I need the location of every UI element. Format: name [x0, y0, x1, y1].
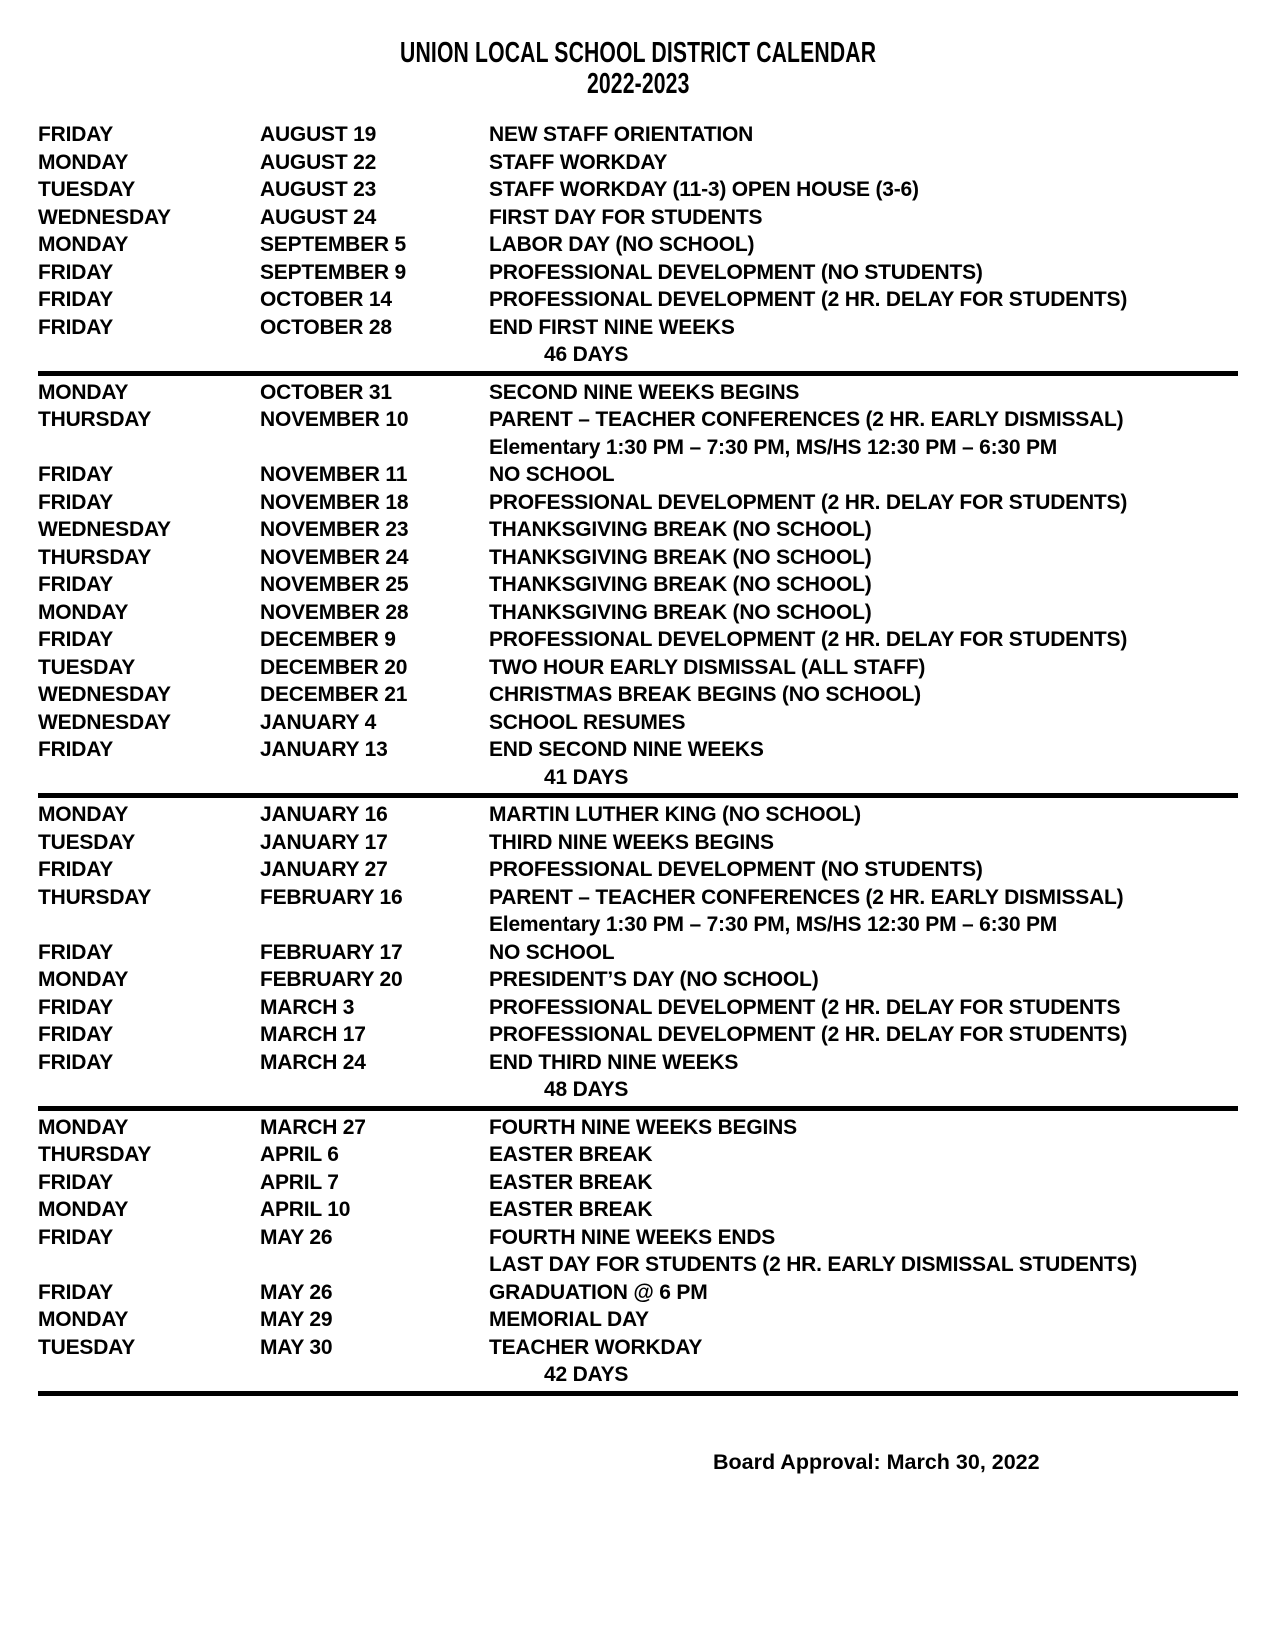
- date-cell: AUGUST 22: [260, 150, 377, 174]
- day-cell: FRIDAY: [38, 995, 114, 1019]
- day-cell: MONDAY: [38, 1115, 129, 1139]
- event-cell: THANKSGIVING BREAK (NO SCHOOL): [489, 573, 872, 596]
- event-cell: NEW STAFF ORIENTATION: [489, 123, 754, 146]
- document-header: [38, 0, 1238, 100]
- calendar-row: [38, 1279, 1238, 1307]
- calendar-row: [38, 626, 1238, 654]
- calendar-row: [38, 286, 1238, 314]
- calendar-row: [38, 231, 1238, 259]
- date-cell: NOVEMBER 25: [260, 573, 409, 596]
- day-cell: TUESDAY: [38, 830, 136, 854]
- section-divider: [38, 1106, 1238, 1111]
- event-cell: GRADUATION @ 6 PM: [489, 1280, 708, 1304]
- day-cell: [38, 1251, 260, 1279]
- day-cell: TUESDAY: [38, 1335, 136, 1359]
- date-cell: DECEMBER 20: [260, 655, 408, 679]
- calendar-row: [38, 149, 1238, 177]
- date-cell: [260, 434, 489, 462]
- period-total-row: [38, 1076, 1238, 1104]
- day-cell: MONDAY: [38, 968, 129, 991]
- date-cell: NOVEMBER 23: [260, 518, 409, 541]
- calendar-row: [38, 461, 1238, 489]
- date-cell: DECEMBER 21: [260, 683, 408, 706]
- date-cell: MAY 26: [260, 1225, 333, 1249]
- event-cell: SECOND NINE WEEKS BEGINS: [489, 380, 800, 404]
- page-title-text: UNION LOCAL SCHOOL DISTRICT CALENDAR: [399, 37, 877, 69]
- section-divider: [38, 793, 1238, 798]
- day-cell: WEDNESDAY: [38, 205, 171, 229]
- day-cell: FRIDAY: [38, 940, 114, 964]
- event-cell: NO SCHOOL: [489, 463, 615, 486]
- day-cell: MONDAY: [38, 1308, 129, 1331]
- date-cell: APRIL 6: [260, 1143, 339, 1166]
- date-cell: JANUARY 4: [260, 710, 377, 734]
- day-cell: THURSDAY: [38, 545, 152, 569]
- calendar-row: [38, 1049, 1238, 1077]
- date-cell: NOVEMBER 28: [260, 600, 409, 624]
- day-cell: [38, 911, 260, 939]
- event-cell: EASTER BREAK: [489, 1143, 653, 1166]
- date-cell: MAY 29: [260, 1308, 333, 1331]
- date-cell: NOVEMBER 10: [260, 408, 409, 431]
- calendar-row: [38, 1114, 1238, 1142]
- event-cell: END THIRD NINE WEEKS: [489, 1050, 739, 1074]
- calendar-row: [38, 736, 1238, 764]
- date-cell: FEBRUARY 20: [260, 968, 403, 991]
- period-total: 42 DAYS: [544, 1363, 629, 1386]
- date-cell: MARCH 17: [260, 1023, 366, 1046]
- event-cell: LAST DAY FOR STUDENTS (2 HR. EARLY DISMISSAL STUDENTS): [489, 1253, 1138, 1276]
- day-cell: FRIDAY: [38, 628, 114, 651]
- period-total: 48 DAYS: [544, 1078, 629, 1101]
- calendar-row: [38, 1251, 1238, 1279]
- event-cell: FOURTH NINE WEEKS BEGINS: [489, 1115, 797, 1139]
- date-cell: APRIL 10: [260, 1198, 351, 1221]
- calendar-row: [38, 856, 1238, 884]
- date-cell: JANUARY 13: [260, 738, 388, 761]
- day-cell: FRIDAY: [38, 1023, 114, 1046]
- day-cell: FRIDAY: [38, 288, 114, 311]
- day-cell: WEDNESDAY: [38, 683, 171, 706]
- page-title: [38, 38, 1238, 69]
- event-cell: LABOR DAY (NO SCHOOL): [489, 233, 755, 256]
- calendar-row: [38, 829, 1238, 857]
- calendar-row: [38, 994, 1238, 1022]
- event-cell: END FIRST NINE WEEKS: [489, 315, 735, 339]
- period-total-row: [38, 341, 1238, 369]
- date-cell: NOVEMBER 18: [260, 490, 409, 514]
- calendar-row: [38, 884, 1238, 912]
- calendar-row: [38, 966, 1238, 994]
- calendar-row: [38, 1224, 1238, 1252]
- date-cell: FEBRUARY 17: [260, 940, 403, 964]
- day-cell: WEDNESDAY: [38, 518, 171, 541]
- section-divider: [38, 371, 1238, 376]
- event-cell: THANKSGIVING BREAK (NO SCHOOL): [489, 518, 872, 541]
- date-cell: MAY 30: [260, 1335, 333, 1359]
- calendar-row: [38, 204, 1238, 232]
- calendar-row: [38, 1306, 1238, 1334]
- calendar-row: [38, 939, 1238, 967]
- event-cell: Elementary 1:30 PM – 7:30 PM, MS/HS 12:30 PM – 6:30 PM: [489, 435, 1058, 459]
- date-cell: OCTOBER 31: [260, 380, 392, 404]
- date-cell: DECEMBER 9: [260, 628, 396, 651]
- calendar-row: [38, 406, 1238, 434]
- event-cell: EASTER BREAK: [489, 1198, 653, 1221]
- calendar-row: [38, 1196, 1238, 1224]
- calendar-row: [38, 259, 1238, 287]
- day-cell: THURSDAY: [38, 885, 152, 909]
- event-cell: PARENT – TEACHER CONFERENCES (2 HR. EARLY DISMISSAL): [489, 885, 1124, 909]
- day-cell: MONDAY: [38, 803, 129, 826]
- event-cell: PROFESSIONAL DEVELOPMENT (2 HR. DELAY FOR STUDENTS: [489, 995, 1121, 1019]
- event-cell: EASTER BREAK: [489, 1170, 653, 1194]
- date-cell: AUGUST 23: [260, 178, 377, 201]
- calendar-row: [38, 434, 1238, 462]
- calendar-row: [38, 1334, 1238, 1362]
- date-cell: OCTOBER 28: [260, 315, 392, 339]
- event-cell: PRESIDENT’S DAY (NO SCHOOL): [489, 968, 819, 991]
- day-cell: TUESDAY: [38, 178, 136, 201]
- day-cell: WEDNESDAY: [38, 710, 171, 734]
- day-cell: THURSDAY: [38, 1143, 152, 1166]
- school-year-text: 2022-2023: [586, 68, 690, 100]
- date-cell: MARCH 3: [260, 995, 355, 1019]
- event-cell: TWO HOUR EARLY DISMISSAL (ALL STAFF): [489, 655, 926, 679]
- event-cell: STAFF WORKDAY (11-3) OPEN HOUSE (3-6): [489, 178, 919, 201]
- day-cell: FRIDAY: [38, 463, 114, 486]
- date-cell: NOVEMBER 24: [260, 545, 409, 569]
- calendar-row: [38, 544, 1238, 572]
- day-cell: MONDAY: [38, 233, 129, 256]
- calendar-table: [38, 121, 1238, 1396]
- calendar-row: [38, 681, 1238, 709]
- event-cell: STAFF WORKDAY: [489, 150, 668, 174]
- event-cell: MARTIN LUTHER KING (NO SCHOOL): [489, 803, 861, 826]
- calendar-row: [38, 1169, 1238, 1197]
- date-cell: JANUARY 16: [260, 803, 388, 826]
- event-cell: NO SCHOOL: [489, 940, 615, 964]
- day-cell: TUESDAY: [38, 655, 136, 679]
- event-cell: PROFESSIONAL DEVELOPMENT (2 HR. DELAY FOR STUDENTS): [489, 628, 1128, 651]
- event-cell: FIRST DAY FOR STUDENTS: [489, 205, 763, 229]
- calendar-row: [38, 176, 1238, 204]
- day-cell: FRIDAY: [38, 738, 114, 761]
- calendar-row: [38, 1141, 1238, 1169]
- date-cell: AUGUST 24: [260, 205, 377, 229]
- calendar-row: [38, 516, 1238, 544]
- date-cell: JANUARY 17: [260, 830, 388, 854]
- date-cell: FEBRUARY 16: [260, 885, 403, 909]
- date-cell: SEPTEMBER 9: [260, 260, 406, 284]
- date-cell: SEPTEMBER 5: [260, 233, 406, 256]
- calendar-row: [38, 654, 1238, 682]
- date-cell: AUGUST 19: [260, 123, 377, 146]
- calendar-row: [38, 121, 1238, 149]
- date-cell: MARCH 27: [260, 1115, 366, 1139]
- day-cell: MONDAY: [38, 380, 129, 404]
- date-cell: APRIL 7: [260, 1170, 339, 1194]
- event-cell: Elementary 1:30 PM – 7:30 PM, MS/HS 12:30 PM – 6:30 PM: [489, 913, 1058, 936]
- day-cell: MONDAY: [38, 600, 129, 624]
- board-approval: Board Approval: March 30, 2022: [713, 1449, 1040, 1474]
- event-cell: FOURTH NINE WEEKS ENDS: [489, 1225, 776, 1249]
- day-cell: THURSDAY: [38, 408, 152, 431]
- event-cell: THANKSGIVING BREAK (NO SCHOOL): [489, 600, 872, 624]
- event-cell: PROFESSIONAL DEVELOPMENT (2 HR. DELAY FOR STUDENTS): [489, 1023, 1128, 1046]
- school-year: [38, 69, 1238, 100]
- day-cell: FRIDAY: [38, 260, 114, 284]
- day-cell: FRIDAY: [38, 490, 114, 514]
- event-cell: THANKSGIVING BREAK (NO SCHOOL): [489, 545, 872, 569]
- day-cell: FRIDAY: [38, 1280, 114, 1304]
- event-cell: THIRD NINE WEEKS BEGINS: [489, 830, 774, 854]
- day-cell: FRIDAY: [38, 858, 114, 881]
- period-total: 46 DAYS: [544, 343, 629, 366]
- day-cell: FRIDAY: [38, 1170, 114, 1194]
- day-cell: [38, 434, 260, 462]
- event-cell: PROFESSIONAL DEVELOPMENT (NO STUDENTS): [489, 260, 983, 284]
- date-cell: MARCH 24: [260, 1050, 366, 1074]
- event-cell: PROFESSIONAL DEVELOPMENT (NO STUDENTS): [489, 858, 983, 881]
- day-cell: FRIDAY: [38, 1225, 114, 1249]
- calendar-row: [38, 314, 1238, 342]
- date-cell: NOVEMBER 11: [260, 463, 408, 486]
- calendar-row: [38, 599, 1238, 627]
- day-cell: FRIDAY: [38, 1050, 114, 1074]
- period-total-row: [38, 764, 1238, 792]
- calendar-row: [38, 571, 1238, 599]
- day-cell: MONDAY: [38, 1198, 129, 1221]
- calendar-row: [38, 1021, 1238, 1049]
- period-total-row: [38, 1361, 1238, 1389]
- period-total: 41 DAYS: [544, 765, 629, 789]
- section-divider: [38, 1391, 1238, 1396]
- day-cell: FRIDAY: [38, 315, 114, 339]
- event-cell: PROFESSIONAL DEVELOPMENT (2 HR. DELAY FOR STUDENTS): [489, 490, 1128, 514]
- event-cell: SCHOOL RESUMES: [489, 710, 686, 734]
- event-cell: END SECOND NINE WEEKS: [489, 738, 764, 761]
- event-cell: MEMORIAL DAY: [489, 1308, 649, 1331]
- calendar-row: [38, 911, 1238, 939]
- date-cell: [260, 1251, 489, 1279]
- calendar-row: [38, 489, 1238, 517]
- date-cell: OCTOBER 14: [260, 288, 392, 311]
- event-cell: TEACHER WORKDAY: [489, 1335, 703, 1359]
- event-cell: PARENT – TEACHER CONFERENCES (2 HR. EARLY DISMISSAL): [489, 408, 1124, 431]
- event-cell: PROFESSIONAL DEVELOPMENT (2 HR. DELAY FOR STUDENTS): [489, 288, 1128, 311]
- calendar-row: [38, 801, 1238, 829]
- day-cell: FRIDAY: [38, 573, 114, 596]
- day-cell: FRIDAY: [38, 123, 114, 146]
- document-page: [38, 0, 1238, 1476]
- day-cell: MONDAY: [38, 150, 129, 174]
- event-cell: CHRISTMAS BREAK BEGINS (NO SCHOOL): [489, 683, 921, 706]
- date-cell: MAY 26: [260, 1280, 333, 1304]
- calendar-row: [38, 379, 1238, 407]
- calendar-row: [38, 709, 1238, 737]
- date-cell: JANUARY 27: [260, 858, 388, 881]
- date-cell: [260, 911, 489, 939]
